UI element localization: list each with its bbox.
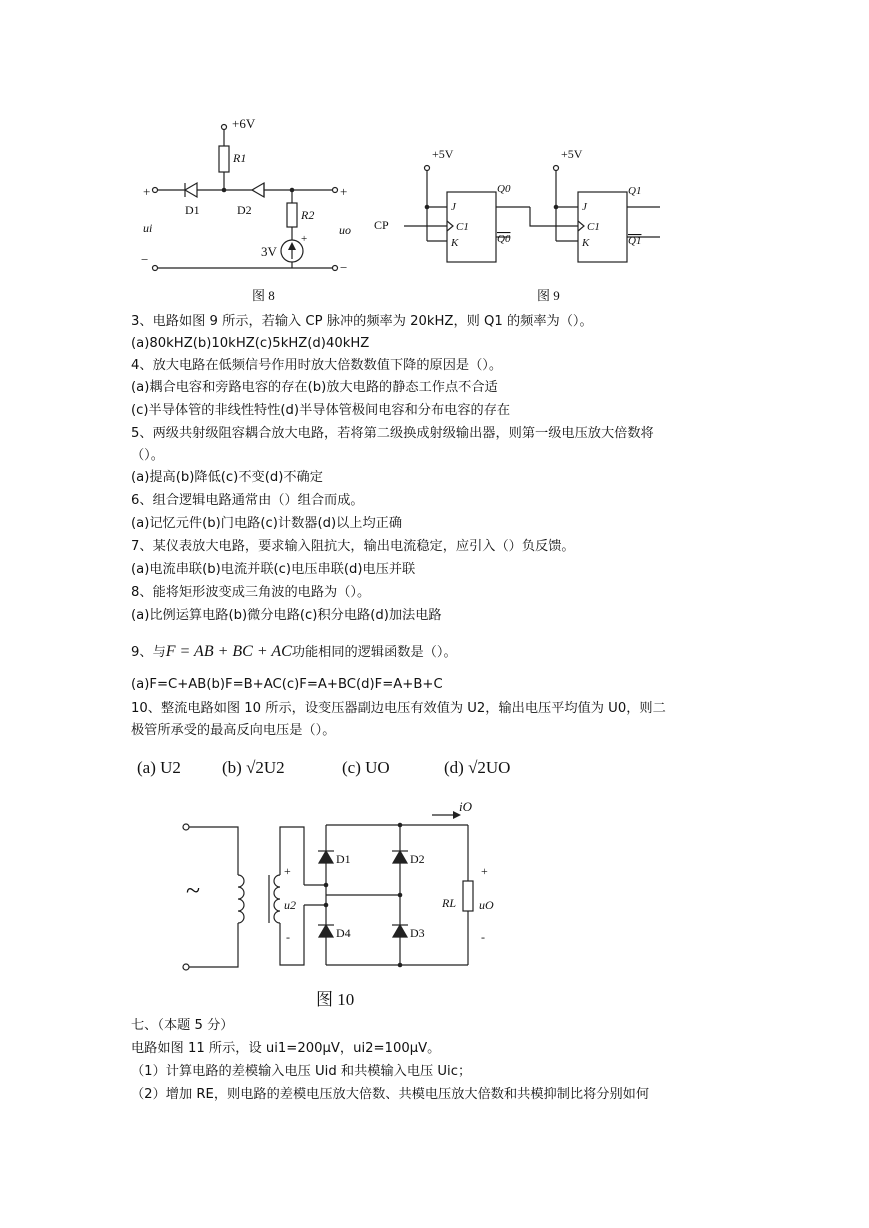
fig8-plus-right: +: [340, 184, 348, 199]
section-7-title: 七、（本题 5 分）: [131, 1018, 234, 1033]
fig9-q1: Q1: [628, 185, 642, 197]
question-7-options: (a)电流串联(b)电流并联(c)电压串联(d)电压并联: [131, 562, 416, 577]
fig9-q1bar: Q1: [628, 235, 642, 247]
question-6: 6、组合逻辑电路通常由（）组合而成。: [131, 493, 364, 508]
fig9-ff2-c1: C1: [587, 221, 600, 233]
question-4-options-1: (a)耦合电容和旁路电容的存在(b)放大电路的静态工作点不合适: [131, 380, 498, 395]
fig10-minus-secondary: -: [286, 930, 290, 944]
question-5-continued: （）。: [131, 448, 164, 463]
question-3-options: (a)80kHZ(b)10kHZ(c)5kHZ(d)40kHZ: [131, 336, 370, 351]
fig10-caption: 图 10: [316, 990, 355, 1009]
question-7: 7、某仪表放大电路，要求输入阻抗大，输出电流稳定，应引入（）负反馈。: [131, 539, 575, 554]
question-9: [131, 642, 457, 663]
question-5-options: (a)提高(b)降低(c)不变(d)不确定: [131, 470, 323, 485]
fig10-d1-label: D1: [336, 852, 351, 866]
question-9-formula-text: F = AB + BC + AC: [165, 643, 292, 660]
fig9-ff1-c1: C1: [456, 221, 469, 233]
fig8-minus-left: −: [141, 252, 149, 267]
fig10-d2-label: D2: [410, 852, 425, 866]
fig8-uo-label: uo: [339, 223, 351, 237]
question-10-line-1: 10、整流电路如图 10 所示，设变压器副边电压有效值为 U2，输出电压平均值为 U0，则二: [131, 701, 666, 716]
fig8-source-plus: +: [301, 233, 308, 245]
fig9-ff1-k: K: [451, 237, 459, 249]
fig10-plus-secondary: +: [284, 864, 291, 878]
fig8-r2-label: R2: [301, 208, 315, 222]
section-7-line-2: （1）计算电路的差模输入电压 Uid 和共模输入电压 Uic；: [131, 1064, 472, 1079]
fig10-u2-label: u2: [284, 898, 296, 912]
question-9-options: (a)F=C+AB(b)F=B+AC(c)F=A+BC(d)F=A+B+C: [131, 677, 443, 692]
question-8-options: (a)比例运算电路(b)微分电路(c)积分电路(d)加法电路: [131, 608, 442, 623]
question-5: 5、两级共射级阻容耦合放大电路，若将第二级换成射级输出器，则第一级电压放大倍数将: [131, 426, 654, 441]
fig9-supply2: +5V: [561, 147, 583, 161]
section-7-line-1: 电路如图 11 所示，设 ui1=200μV，ui2=100μV。: [131, 1041, 441, 1056]
fig8-r1-label: R1: [233, 151, 247, 165]
fig10-d3-label: D3: [410, 926, 425, 940]
fig10-uo-label: uO: [479, 898, 494, 912]
fig9-supply1: +5V: [432, 147, 454, 161]
section-7-line-3: （2）增加 RE，则电路的差模电压放大倍数、共模电压放大倍数和共模抑制比将分别如何: [131, 1087, 650, 1102]
figure-8-circuit: [135, 108, 365, 308]
fig8-caption: 图 8: [252, 288, 275, 303]
question-9-formula: [166, 643, 292, 660]
fig10-plus-output: +: [481, 864, 488, 878]
question-10-line-2: 极管所承受的最高反向电压是（）。: [131, 723, 336, 738]
fig10-minus-output: -: [481, 930, 485, 944]
fig9-caption: 图 9: [537, 288, 560, 303]
fig8-supply-label: +6V: [232, 116, 256, 131]
figure-10-bridge-rectifier: [170, 795, 510, 1015]
question-3: 3、电路如图 9 所示，若输入 CP 脉冲的频率为 20kHZ，则 Q1 的频率为（）。: [131, 314, 593, 329]
fig9-q0: Q0: [497, 183, 511, 195]
fig8-d2-label: D2: [237, 203, 252, 217]
fig10-io-label: iO: [459, 799, 472, 814]
fig9-ff2-j: J: [582, 201, 587, 213]
fig9-cp-label: CP: [374, 218, 389, 232]
fig10-rl-label: RL: [442, 896, 457, 910]
fig9-ff1-j: J: [451, 201, 456, 213]
fig9-ff2-k: K: [582, 237, 590, 249]
fig8-source-label: 3V: [261, 244, 277, 259]
fig10-ac-source: ~: [186, 876, 201, 905]
question-4-options-2: (c)半导体管的非线性特性(d)半导体管极间电容和分布电容的存在: [131, 403, 511, 418]
fig10-d4-label: D4: [336, 926, 351, 940]
question-6-options: (a)记忆元件(b)门电路(c)计数器(d)以上均正确: [131, 516, 403, 531]
question-8: 8、能将矩形波变成三角波的电路为（）。: [131, 585, 371, 600]
question-10-option-b: (b) √2U2: [222, 758, 285, 777]
question-9-suffix: 功能相同的逻辑函数是（）。: [291, 645, 457, 660]
question-10-option-c: (c) UO: [342, 758, 390, 777]
fig8-minus-right: −: [340, 260, 348, 275]
fig8-ui-label: ui: [143, 221, 153, 235]
question-10-option-a: (a) U2: [137, 758, 181, 777]
fig8-d1-label: D1: [185, 203, 200, 217]
fig8-plus-left: +: [143, 184, 151, 199]
question-9-prefix: 9、与: [131, 645, 166, 660]
question-4: 4、放大电路在低频信号作用时放大倍数数值下降的原因是（）。: [131, 358, 503, 373]
fig9-q0bar: Q0: [497, 233, 511, 245]
figure-9-flipflops: [370, 140, 670, 310]
question-10-option-d: (d) √2UO: [444, 758, 511, 777]
